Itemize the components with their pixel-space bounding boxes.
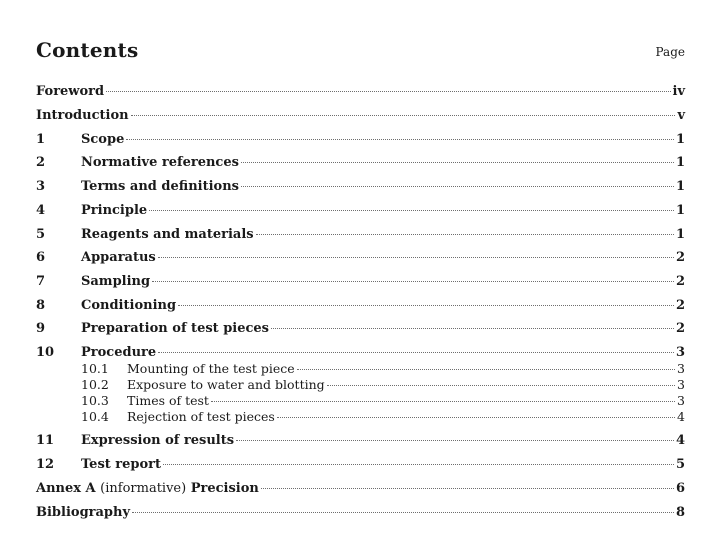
toc-subentry-number: 10.1: [81, 361, 109, 376]
toc-entry-label: Terms and definitions: [81, 179, 239, 194]
toc-entry-page: 5: [675, 457, 685, 472]
toc-entry-label: Principle: [81, 203, 148, 218]
toc-subentry-page: 3: [677, 377, 685, 392]
toc-entry-label: Apparatus: [81, 250, 156, 265]
dot-leader: [131, 115, 676, 116]
toc-entry-introduction[interactable]: [36, 108, 685, 124]
toc-entry-number: 8: [36, 298, 46, 313]
dot-leader: [158, 257, 674, 258]
toc-entry-label: Normative references: [81, 155, 239, 170]
toc-entry-label: Foreword: [36, 84, 105, 99]
toc-entry-label: Sampling: [81, 274, 151, 289]
dot-leader: [271, 328, 674, 329]
toc-entry-page: 1: [675, 155, 685, 170]
dot-leader: [241, 186, 674, 187]
toc-entry-apparatus[interactable]: [36, 250, 685, 266]
annex-identifier: Annex A: [36, 481, 96, 496]
toc-entry-preparation-of-test-pieces[interactable]: [36, 321, 685, 337]
toc-entry-label: Reagents and materials: [81, 227, 254, 242]
toc-entry-label: Conditioning: [81, 298, 177, 313]
toc-entry-test-report[interactable]: [36, 457, 685, 473]
dot-leader: [106, 91, 670, 92]
toc-subentry-rejection[interactable]: [36, 409, 685, 425]
dot-leader: [178, 305, 674, 306]
toc-entry-page: 4: [675, 433, 685, 448]
toc-entry-label: Procedure: [81, 345, 157, 360]
toc-entry-label: Test report: [81, 457, 162, 472]
toc-entry-number: 7: [36, 274, 46, 289]
dot-leader: [297, 369, 675, 370]
toc-entry-label: Preparation of test pieces: [81, 321, 269, 336]
toc-entry-label: Expression of results: [81, 433, 235, 448]
toc-subentry-label: Mounting of the test piece: [127, 361, 295, 376]
toc-entry-bibliography[interactable]: [36, 505, 685, 521]
dot-leader: [149, 210, 674, 211]
toc-entry-number: 4: [36, 203, 46, 218]
toc-entry-page: 1: [675, 179, 685, 194]
toc-entry-expression-of-results[interactable]: [36, 433, 685, 449]
toc-entry-procedure[interactable]: [36, 345, 685, 361]
toc-entry-annex-a[interactable]: [36, 481, 685, 497]
toc-entry-principle[interactable]: [36, 203, 685, 219]
dot-leader: [236, 440, 674, 441]
toc-entry-normative-references[interactable]: [36, 155, 685, 171]
dot-leader: [211, 401, 675, 402]
dot-leader: [327, 385, 675, 386]
toc-entry-sampling[interactable]: [36, 274, 685, 290]
dot-leader: [126, 139, 674, 140]
toc-entry-page: 2: [675, 274, 685, 289]
toc-entry-page: 2: [675, 250, 685, 265]
toc-subentry-exposure[interactable]: [36, 377, 685, 393]
toc-subentry-label: Exposure to water and blotting: [127, 377, 325, 392]
toc-subentry-page: 3: [677, 361, 685, 376]
toc-entry-page: 1: [675, 132, 685, 147]
toc-subentry-label: Times of test: [127, 393, 209, 408]
toc-entry-page: 6: [675, 481, 685, 496]
toc-entry-reagents-and-materials[interactable]: [36, 227, 685, 243]
dot-leader: [163, 464, 674, 465]
toc-entry-conditioning[interactable]: [36, 298, 685, 314]
toc-entry-label: Bibliography: [36, 505, 131, 520]
dot-leader: [158, 352, 674, 353]
dot-leader: [152, 281, 674, 282]
toc-entry-number: 10: [36, 345, 55, 360]
dot-leader: [241, 162, 674, 163]
toc-entry-label: Introduction: [36, 108, 129, 123]
toc-entry-foreword[interactable]: [36, 84, 685, 100]
toc-entry-page: 1: [675, 227, 685, 242]
toc-title: Contents: [36, 38, 139, 62]
dot-leader: [277, 417, 675, 418]
toc-subentry-number: 10.4: [81, 409, 109, 424]
dot-leader: [132, 512, 674, 513]
toc-entry-page: 1: [675, 203, 685, 218]
toc-subentry-page: 3: [677, 393, 685, 408]
annex-type: (informative): [100, 481, 187, 496]
toc-entry-page: 2: [675, 298, 685, 313]
toc-entry-label: [36, 481, 259, 497]
toc-entry-number: 12: [36, 457, 55, 472]
toc-entry-terms-and-definitions[interactable]: [36, 179, 685, 195]
toc-entry-number: 11: [36, 433, 55, 448]
dot-leader: [256, 234, 674, 235]
toc-entry-label: Scope: [81, 132, 125, 147]
toc-subentry-label: Rejection of test pieces: [127, 409, 275, 424]
toc-subentry-mounting[interactable]: [36, 361, 685, 377]
toc-entry-number: 3: [36, 179, 46, 194]
dot-leader: [261, 488, 674, 489]
toc-entry-page: 3: [675, 345, 685, 360]
annex-title: Precision: [190, 481, 259, 496]
toc-subentry-number: 10.2: [81, 377, 109, 392]
toc-entry-scope[interactable]: [36, 132, 685, 148]
toc-entry-number: 5: [36, 227, 46, 242]
toc-entry-page: iv: [672, 84, 685, 99]
toc-entry-number: 2: [36, 155, 46, 170]
toc-entry-number: 9: [36, 321, 46, 336]
toc-entry-page: 8: [675, 505, 685, 520]
toc-entry-page: 2: [675, 321, 685, 336]
toc-subentry-times-of-test[interactable]: [36, 393, 685, 409]
toc-entry-number: 1: [36, 132, 46, 147]
toc-subentry-page: 4: [677, 409, 685, 424]
toc-entry-page: v: [677, 108, 685, 123]
toc-entry-number: 6: [36, 250, 46, 265]
toc-subentry-number: 10.3: [81, 393, 109, 408]
page-column-heading: Page: [655, 45, 685, 59]
